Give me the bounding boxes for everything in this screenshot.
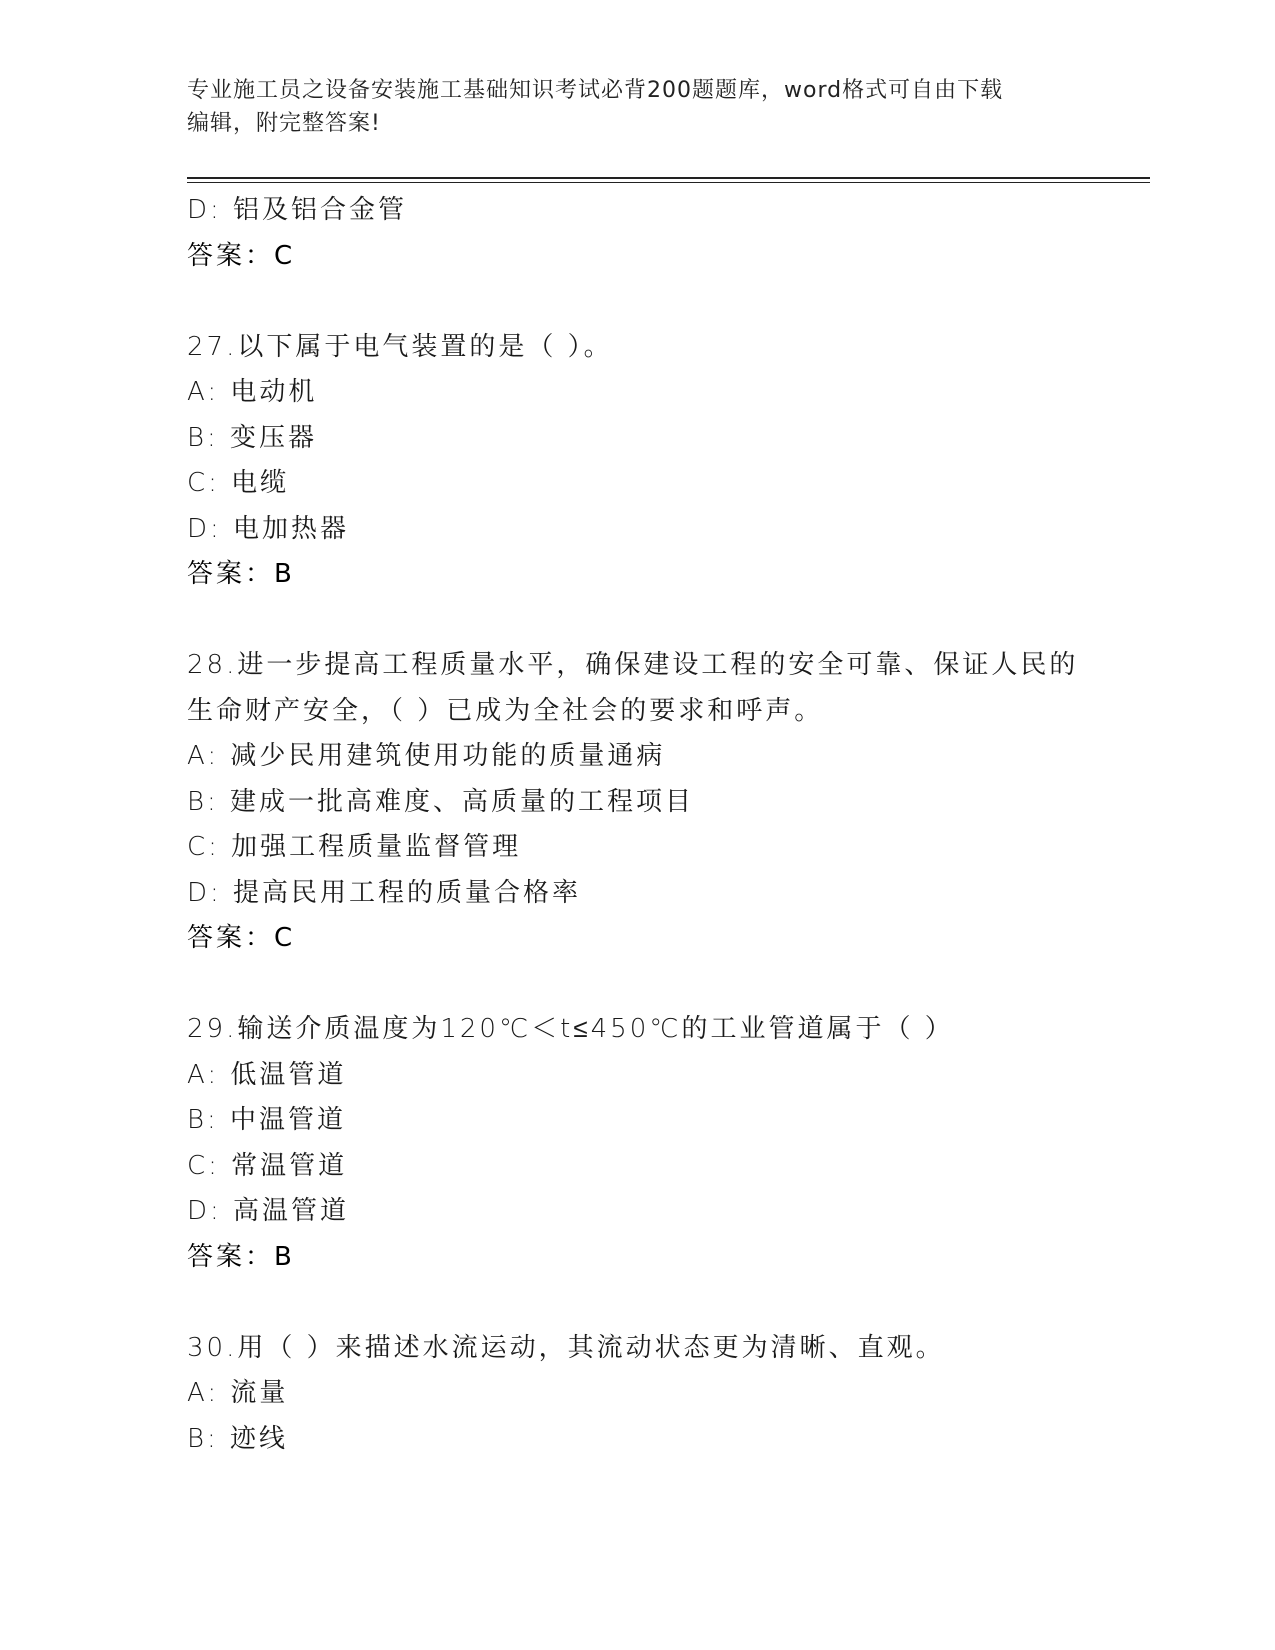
- document-body: [187, 188, 1087, 1462]
- option-a: A: 低温管道: [187, 1059, 347, 1090]
- option-d: D: 提高民用工程的质量合格率: [187, 877, 582, 908]
- page-header: [187, 74, 1067, 140]
- question-block-29: [187, 1007, 1087, 1280]
- header-line-2: 编辑，附完整答案!: [187, 111, 381, 136]
- option-b: B: 迹线: [187, 1423, 289, 1454]
- question-text: 27.以下属于电气装置的是（ ）。: [187, 331, 613, 362]
- question-text: 30.用（ ）来描述水流运动，其流动状态更为清晰、直观。: [187, 1332, 945, 1363]
- option-c: C: 电缆: [187, 468, 290, 498]
- option-b: B: 中温管道: [187, 1105, 347, 1135]
- option-a: A: 电动机: [187, 377, 318, 407]
- option-c: C: 加强工程质量监督管理: [187, 832, 522, 862]
- question-block-30: [187, 1326, 1087, 1463]
- prev-option-d: D: 铝及铝合金管: [187, 195, 408, 225]
- header-rule-thick: [187, 177, 1150, 179]
- spacer: [187, 279, 1087, 325]
- spacer: [187, 598, 1087, 644]
- spacer: [187, 1280, 1087, 1326]
- question-block-27: [187, 325, 1087, 598]
- header-line-1: 专业施工员之设备安装施工基础知识考试必背200题题库，word格式可自由下载: [187, 78, 1004, 103]
- question-text: 29.输送介质温度为120℃＜t≤450℃的工业管道属于（ ）: [187, 1014, 954, 1044]
- answer: 答案：B: [187, 1241, 295, 1272]
- option-b: B: 变压器: [187, 422, 318, 453]
- answer: 答案：B: [187, 559, 295, 589]
- question-text-line-2: 生命财产安全，（ ）已成为全社会的要求和呼声。: [187, 695, 824, 726]
- question-block-28: [187, 643, 1087, 962]
- answer: 答案：C: [187, 923, 296, 953]
- spacer: [187, 962, 1087, 1008]
- option-d: D: 电加热器: [187, 513, 350, 544]
- question-text-line-1: 28.进一步提高工程质量水平，确保建设工程的安全可靠、保证人民的: [187, 650, 1079, 680]
- option-b: B: 建成一批高难度、高质量的工程项目: [187, 786, 695, 817]
- header-rule-thin: [187, 182, 1150, 183]
- option-a: A: 减少民用建筑使用功能的质量通病: [187, 741, 666, 771]
- option-a: A: 流量: [187, 1378, 289, 1408]
- option-d: D: 高温管道: [187, 1196, 350, 1226]
- option-c: C: 常温管道: [187, 1150, 348, 1181]
- prev-answer: 答案：C: [187, 240, 296, 271]
